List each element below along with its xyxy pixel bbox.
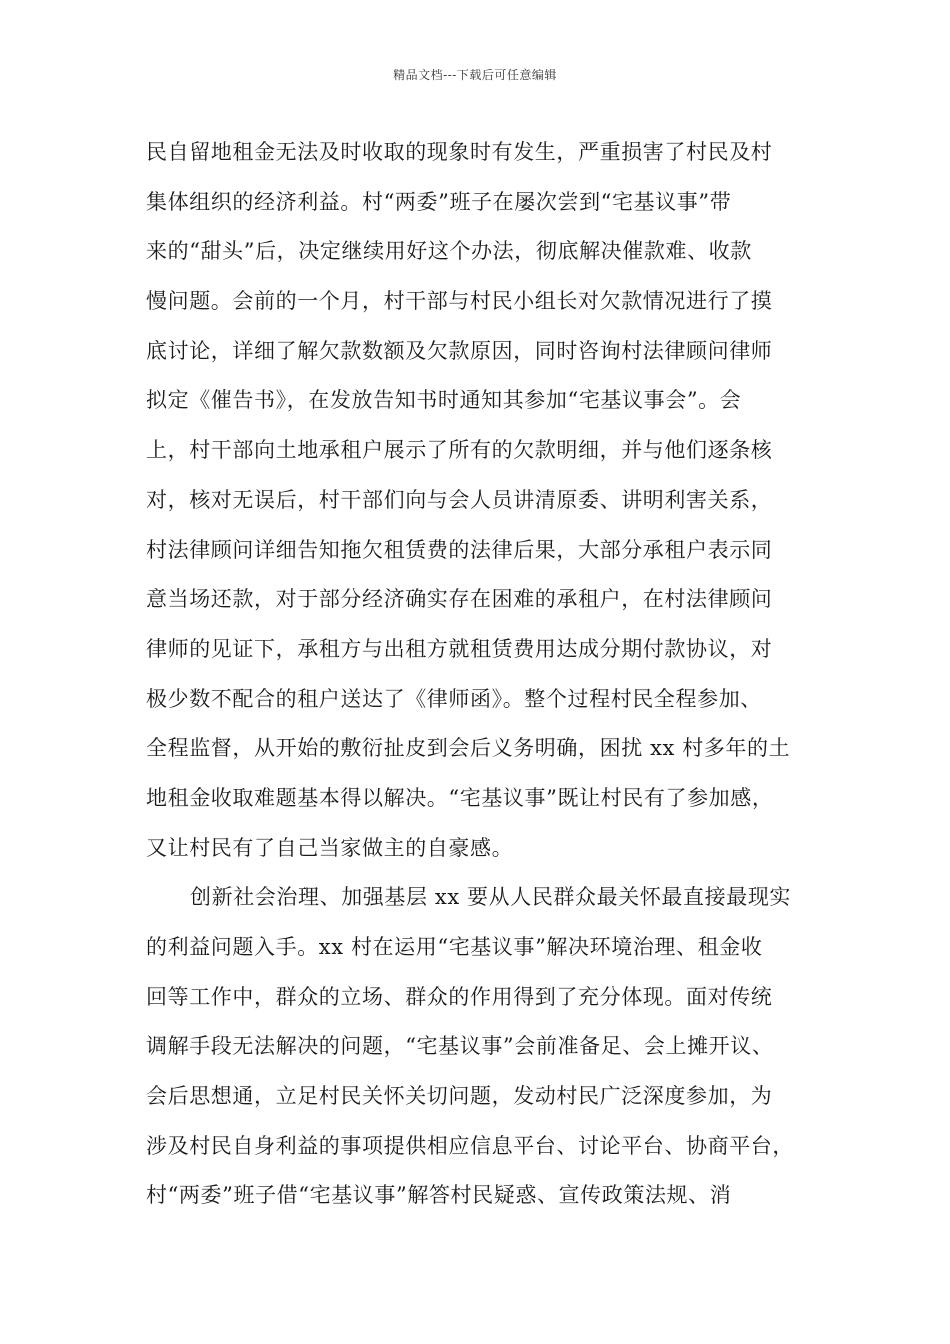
text-line: 律师的见证下，承租方与出租方就租赁费用达成分期付款协议，对 [146, 636, 773, 661]
page-header: 精品文档---下载后可任意编辑 [393, 68, 557, 82]
text-line: 极少数不配合的租户送达了《律师函》。整个过程村民全程参加、 [146, 686, 762, 711]
text-line: 回等工作中，群众的立场、群众的作用得到了充分体现。面对传统 [146, 984, 773, 1009]
text-line: 调解手段无法解决的问题，“宅基议事”会前准备足、会上摊开议、 [146, 1034, 774, 1059]
text-line: 对，核对无误后，村干部们向与会人员讲清原委、讲明利害关系， [146, 487, 773, 512]
text-line: 涉及村民自身利益的事项提供相应信息平台、讨论平台、协商平台， [146, 1133, 794, 1158]
paragraph-2 [146, 873, 814, 1221]
text-line: 又让村民有了自己当家做主的自豪感。 [146, 835, 514, 860]
text-line: 全程监督，从开始的敷衍扯皮到会后义务明确，困扰 xx 村多年的土 [146, 736, 791, 761]
text-line: 意当场还款，对于部分经济确实存在困难的承租户，在村法律顾问 [146, 587, 773, 612]
paragraph-1 [146, 128, 814, 873]
text-line: 上，村干部向土地承租户展示了所有的欠款明细，并与他们逐条核 [146, 438, 773, 463]
text-line: 地租金收取难题基本得以解决。“宅基议事”既让村民有了参加感， [146, 785, 774, 810]
text-line: 村“两委”班子借“宅基议事”解答村民疑惑、宣传政策法规、消 [146, 1183, 732, 1208]
document-body [146, 128, 814, 1221]
text-line: 的利益问题入手。xx 村在运用“宅基议事”解决环境治理、租金收 [146, 935, 763, 959]
text-line: 集体组织的经济利益。村“两委”班子在屡次尝到“宅基议事”带 [146, 189, 732, 214]
text-line: 来的“甜头”后，决定继续用好这个办法，彻底解决催款难、收款 [146, 239, 752, 264]
text-line: 底讨论，详细了解欠款数额及欠款原因，同时咨询村法律顾问律师 [146, 338, 773, 363]
text-line: 慢问题。会前的一个月，村干部与村民小组长对欠款情况进行了摸 [146, 289, 773, 314]
text-line-first-indented: 创新社会治理、加强基层 xx 要从人民群众最关怀最直接最现实 [190, 885, 792, 910]
text-line: 会后思想通，立足村民关怀关切问题，发动村民广泛深度参加，为 [146, 1084, 773, 1109]
text-line: 村法律顾问详细告知拖欠租赁费的法律后果，大部分承租户表示同 [146, 537, 773, 562]
text-line: 民自留地租金无法及时收取的现象时有发生，严重损害了村民及村 [146, 140, 773, 164]
text-line: 拟定《催告书》，在发放告知书时通知其参加“宅基议事会”。会 [146, 388, 742, 413]
